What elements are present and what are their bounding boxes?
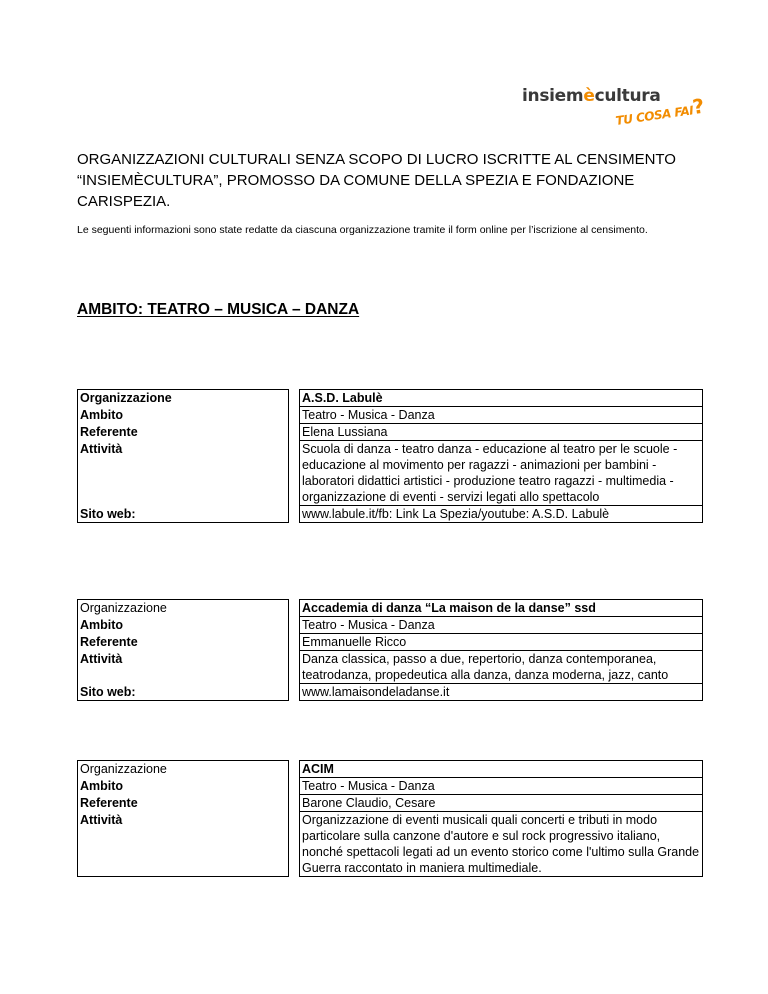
row-ambito — [78, 407, 703, 424]
label-referente: Referente — [78, 795, 289, 812]
row-referente — [78, 795, 703, 812]
row-attivita — [78, 651, 703, 684]
label-attivita: Attività — [78, 651, 289, 684]
label-sito: Sito web: — [78, 684, 289, 701]
org-attivita: Scuola di danza - teatro danza - educazione al teatro per le scuole - educazione al movimento per ragazzi - animazioni per bambini - laboratori didattici artistici - produzione teatro ragazzi - multimedia - organizzazione di eventi - servizi legati allo spettacolo — [300, 441, 703, 506]
org-attivita: Organizzazione di eventi musicali quali concerti e tributi in modo particolare sulla canzone d'autore e sul rock progressivo italiano, nonché spettacoli legati ad un evento storico come l'ultimo sulla Grande Guerra raccontato in maniera multimediale. — [300, 812, 703, 877]
org-ambito: Teatro - Musica - Danza — [300, 778, 703, 795]
org-sito: www.lamaisondeladanse.it — [300, 684, 703, 701]
row-ambito — [78, 778, 703, 795]
row-sito — [78, 506, 703, 523]
row-attivita — [78, 441, 703, 506]
label-attivita: Attività — [78, 441, 289, 506]
label-referente: Referente — [78, 424, 289, 441]
insiemecultura-logo — [522, 86, 706, 136]
org-ambito: Teatro - Musica - Danza — [300, 617, 703, 634]
logo-tagline: TU COSA FAI? — [614, 93, 706, 129]
organization-table — [77, 389, 703, 523]
row-attivita — [78, 812, 703, 877]
row-referente — [78, 634, 703, 651]
org-referente: Emmanuelle Ricco — [300, 634, 703, 651]
org-sito: www.labule.it/fb: Link La Spezia/youtube: A.S.D. Labulè — [300, 506, 703, 523]
label-ambito: Ambito — [78, 778, 289, 795]
org-attivita: Danza classica, passo a due, repertorio, danza contemporanea, teatrodanza, propedeutica alla danza, danza moderna, jazz, canto — [300, 651, 703, 684]
row-organizzazione — [78, 600, 703, 617]
label-referente: Referente — [78, 634, 289, 651]
label-ambito: Ambito — [78, 407, 289, 424]
label-sito: Sito web: — [78, 506, 289, 523]
logo-wordmark: insiemècultura — [522, 86, 661, 106]
org-referente: Elena Lussiana — [300, 424, 703, 441]
org-ambito: Teatro - Musica - Danza — [300, 407, 703, 424]
org-name: ACIM — [300, 761, 703, 778]
row-referente — [78, 424, 703, 441]
org-name: A.S.D. Labulè — [300, 390, 703, 407]
label-ambito: Ambito — [78, 617, 289, 634]
row-ambito — [78, 617, 703, 634]
page-heading: ORGANIZZAZIONI CULTURALI SENZA SCOPO DI LUCRO ISCRITTE AL CENSIMENTO “INSIEMÈCULTURA”, PROMOSSO DA COMUNE DELLA SPEZIA E FONDAZIONE CARISPEZIA. — [77, 151, 676, 210]
org-name: Accademia di danza “La maison de la danse” ssd — [300, 600, 703, 617]
label-organizzazione: Organizzazione — [78, 390, 289, 407]
label-organizzazione: Organizzazione — [78, 600, 289, 617]
row-sito — [78, 684, 703, 701]
org-referente: Barone Claudio, Cesare — [300, 795, 703, 812]
organization-table — [77, 599, 703, 701]
organization-table — [77, 760, 703, 877]
row-organizzazione — [78, 761, 703, 778]
label-organizzazione: Organizzazione — [78, 761, 289, 778]
intro-text: Le seguenti informazioni sono state redatte da ciascuna organizzazione tramite il form online per l’iscrizione al censimento. — [77, 224, 648, 236]
row-organizzazione — [78, 390, 703, 407]
section-title: AMBITO: TEATRO – MUSICA – DANZA — [77, 301, 360, 318]
label-attivita: Attività — [78, 812, 289, 877]
